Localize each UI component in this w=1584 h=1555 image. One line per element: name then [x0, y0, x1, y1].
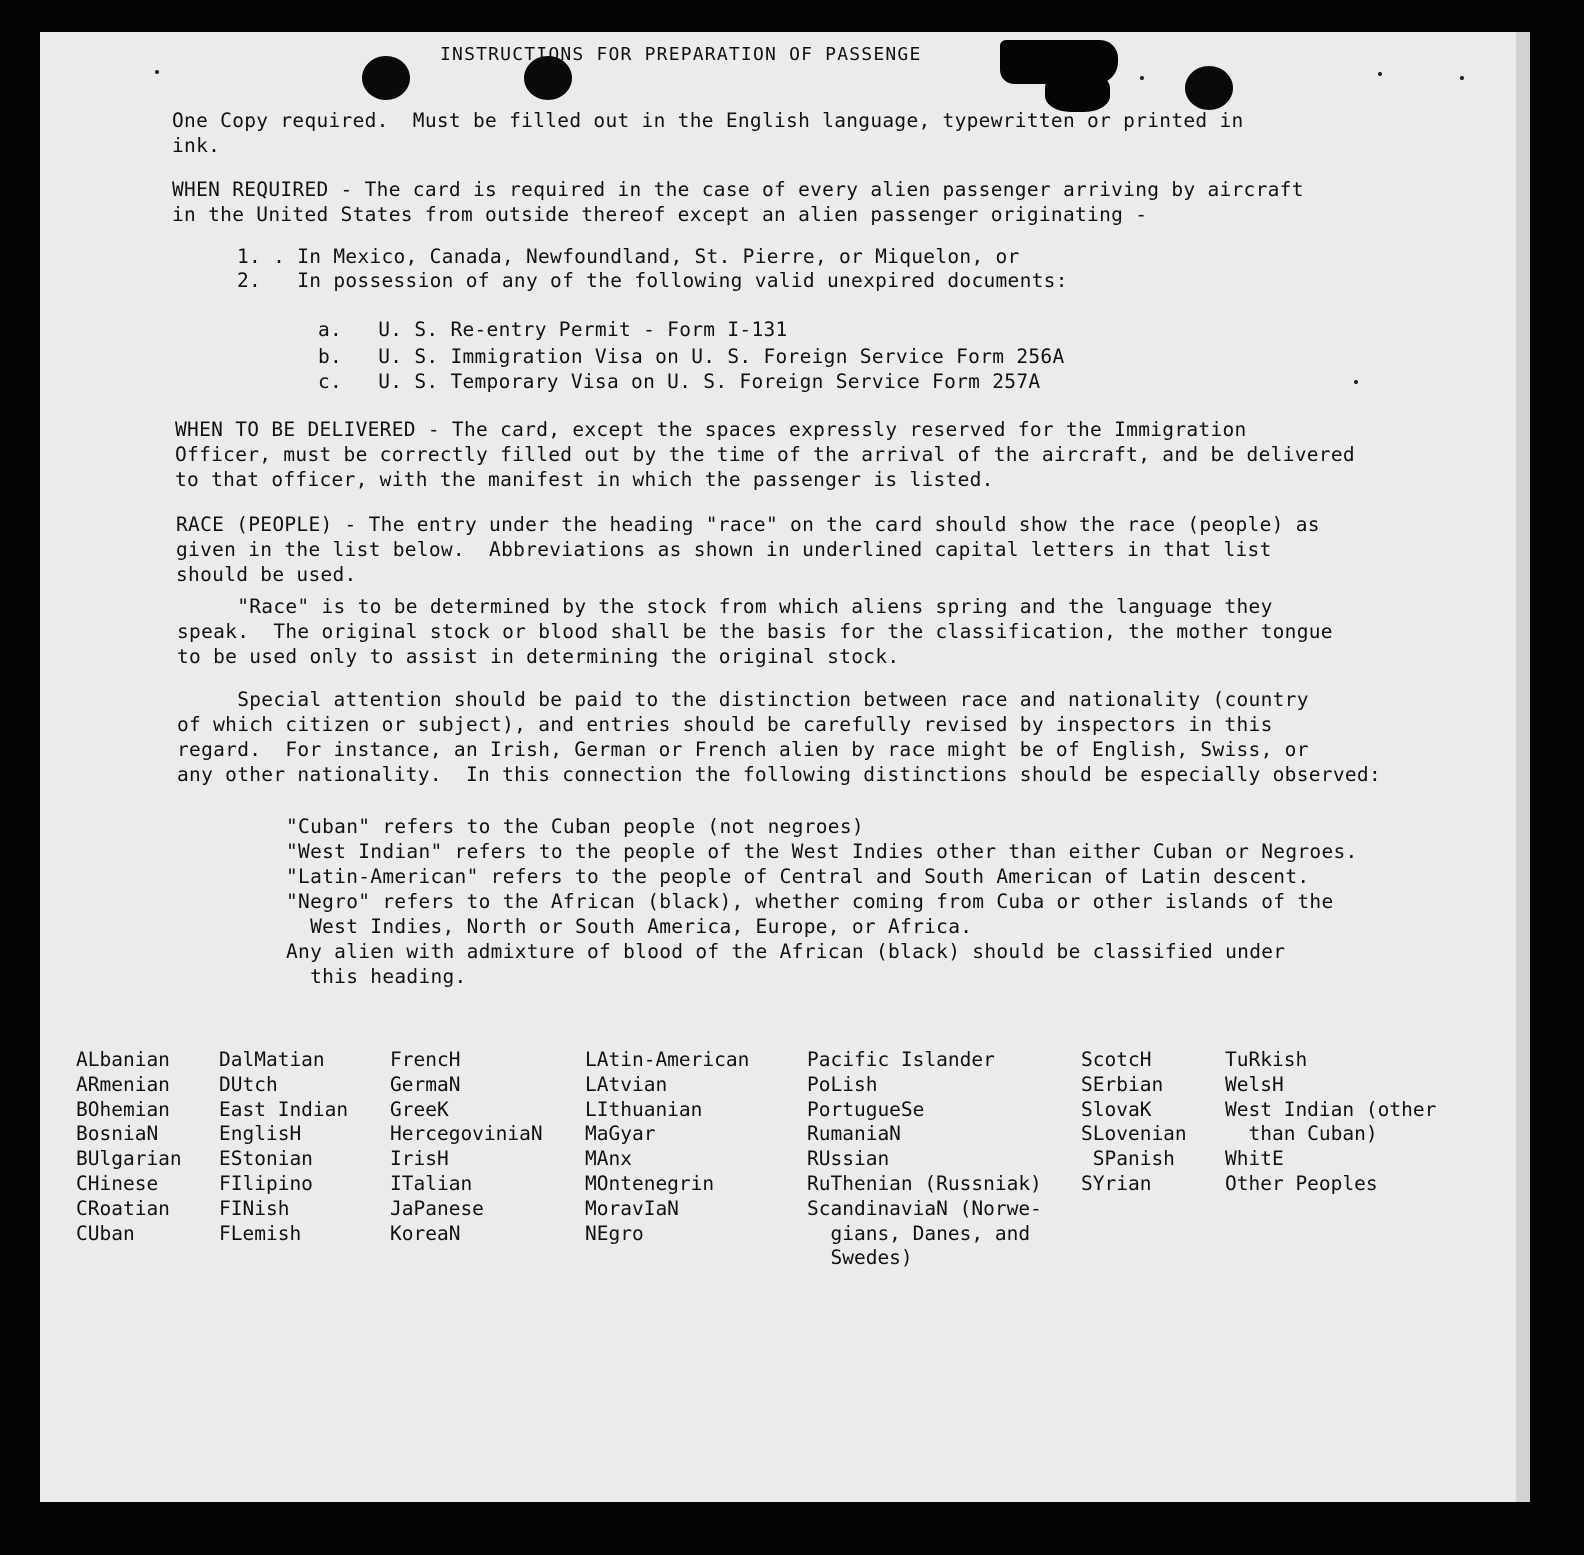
race-list-item: RUssian	[807, 1147, 890, 1171]
race-list-item: ARmenian	[76, 1072, 170, 1096]
race-list-item: ScotcH	[1081, 1048, 1152, 1071]
speck	[1354, 380, 1358, 384]
document-b: b. U. S. Immigration Visa on U. S. Foreign Service Form 256A	[318, 345, 1065, 368]
race-list-item: Swedes)	[807, 1246, 913, 1270]
when-delivered-text: WHEN TO BE DELIVERED - The card, except the spaces expressly reserved for the Immigration Officer, must be correctly filled out by the time of the arrival of the aircraft, and be delivered to that officer, with the manifest in which the passenger is listed.	[175, 418, 1355, 491]
race-list-column-5	[807, 1048, 1042, 1271]
race-list-column-3	[390, 1048, 543, 1246]
document-page	[40, 32, 1530, 1502]
document-c: c. U. S. Temporary Visa on U. S. Foreign Service Form 257A	[318, 370, 1041, 393]
race-list-item: LAtin-American	[585, 1048, 750, 1071]
race-list-item: Pacific Islander	[807, 1048, 995, 1071]
race-list-item: than Cuban)	[1225, 1122, 1378, 1146]
race-list-item: JaPanese	[390, 1196, 484, 1220]
race-list-item: KoreaN	[390, 1221, 461, 1245]
race-list-item: ALbanian	[76, 1048, 170, 1071]
when-required-item-1: 1. . In Mexico, Canada, Newfoundland, St. Pierre, or Miquelon, or	[237, 245, 1020, 268]
document-a: a. U. S. Re-entry Permit - Form I-131	[318, 318, 788, 341]
speck	[1460, 76, 1464, 80]
race-list-item: WhitE	[1225, 1147, 1284, 1171]
race-list-item: Other Peoples	[1225, 1171, 1378, 1195]
race-list-item: GreeK	[390, 1097, 449, 1121]
punch-hole-4	[1185, 66, 1233, 110]
race-list-item: FIlipino	[219, 1171, 313, 1195]
race-list-item: FrencH	[390, 1048, 461, 1071]
intro-text: One Copy required. Must be filled out in the English language, typewritten or printed in ink.	[172, 109, 1244, 157]
punch-hole-3	[1045, 72, 1110, 112]
race-list-item: IrisH	[390, 1147, 449, 1171]
race-list-column-6	[1081, 1048, 1187, 1197]
page-title: INSTRUCTIONS FOR PREPARATION OF PASSENGE	[440, 44, 922, 65]
race-list-item: RuThenian (Russniak)	[807, 1171, 1042, 1195]
race-list-item: ScandinaviaN (Norwe-	[807, 1196, 1042, 1220]
race-list-item: PoLish	[807, 1072, 878, 1096]
race-list-item: CUban	[76, 1221, 135, 1245]
speck	[1378, 72, 1382, 76]
race-list-item: GermaN	[390, 1072, 461, 1096]
race-list-item: SPanish	[1081, 1147, 1175, 1171]
race-list-item: DUtch	[219, 1072, 278, 1096]
race-list-item: TuRkish	[1225, 1048, 1308, 1071]
when-required-text: WHEN REQUIRED - The card is required in the case of every alien passenger arriving by aircraft in the United States from outside thereof except an alien passenger originating -	[172, 178, 1304, 226]
race-list-item: WelsH	[1225, 1072, 1284, 1096]
race-list-item: MoravIaN	[585, 1196, 679, 1220]
page-edge-shadow	[1516, 32, 1530, 1502]
race-list-item: East Indian	[219, 1097, 349, 1121]
speck	[1140, 76, 1144, 80]
race-list-item: BosniaN	[76, 1122, 159, 1146]
race-list-item: MOntenegrin	[585, 1171, 715, 1195]
punch-hole-1	[362, 56, 410, 100]
race-list-item: gians, Danes, and	[807, 1221, 1031, 1245]
race-list-item: EStonian	[219, 1147, 313, 1171]
race-list-item: SErbian	[1081, 1072, 1164, 1096]
race-list-item: PortugueSe	[807, 1097, 925, 1121]
race-list-item: NEgro	[585, 1221, 644, 1245]
race-paragraph-2: "Race" is to be determined by the stock from which aliens spring and the language they speak. The original stock or blood shall be the basis for the classification, the mother tongue to be used only to assist in determining the original stock.	[177, 595, 1333, 668]
race-list-item: HercegoviniaN	[390, 1122, 543, 1146]
race-list-item: MAnx	[585, 1147, 632, 1171]
race-list-item: EnglisH	[219, 1122, 302, 1146]
race-distinctions: "Cuban" refers to the Cuban people (not negroes) "West Indian" refers to the people of the West Indies other than either Cuban or Negroes. "Latin-American" refers to the people of Central and South American of Latin descent. "Negro" refers to the African (black), whether coming from Cuba or other islands of the West Indies, North or South America, Europe, or Africa. Any alien with admixture of blood of the African (black) should be classified under this heading.	[286, 815, 1358, 988]
race-list-item: SLovenian	[1081, 1122, 1187, 1146]
race-list-item: RumaniaN	[807, 1122, 901, 1146]
race-list-column-1	[76, 1048, 182, 1246]
race-list-item: FINish	[219, 1196, 290, 1220]
speck	[155, 70, 159, 74]
race-list-item: FLemish	[219, 1221, 302, 1245]
race-list-item: LIthuanian	[585, 1097, 703, 1121]
race-list-item: ITalian	[390, 1171, 473, 1195]
when-required-item-2: 2. In possession of any of the following valid unexpired documents:	[237, 269, 1068, 292]
race-list-item: SYrian	[1081, 1171, 1152, 1195]
race-list-column-2	[219, 1048, 348, 1246]
race-list-item: West Indian (other	[1225, 1097, 1437, 1121]
race-list-column-7	[1225, 1048, 1436, 1197]
race-list-item: DalMatian	[219, 1048, 325, 1071]
race-text: RACE (PEOPLE) - The entry under the heading "race" on the card should show the race (people) as given in the list below. Abbreviations as shown in underlined capital letters in that list should be used.	[176, 513, 1320, 586]
race-list-item: SlovaK	[1081, 1097, 1152, 1121]
race-list-item: BOhemian	[76, 1097, 170, 1121]
race-list-item: CHinese	[76, 1171, 159, 1195]
race-paragraph-3: Special attention should be paid to the distinction between race and nationality (country of which citizen or subject), and entries should be carefully revised by inspectors in this regard. For instance, an Irish, German or French alien by race might be of English, Swiss, or any other nationality. In this connection the following distinctions should be especially observed:	[177, 688, 1381, 786]
race-list-item: MaGyar	[585, 1122, 656, 1146]
race-list-column-4	[585, 1048, 749, 1246]
race-list-item: CRoatian	[76, 1196, 170, 1220]
race-list-item: LAtvian	[585, 1072, 668, 1096]
race-list-item: BUlgarian	[76, 1147, 182, 1171]
